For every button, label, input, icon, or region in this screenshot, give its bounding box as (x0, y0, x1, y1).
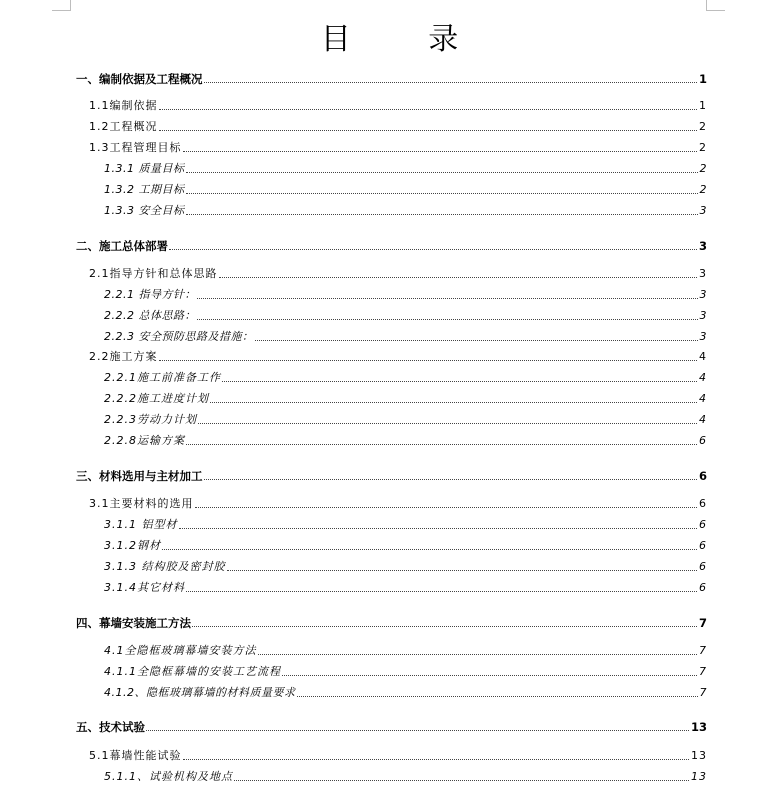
toc-entry-text: 1.1编制依据 (89, 99, 158, 112)
toc-entry-text: 1.3.1 质量目标 (104, 162, 185, 175)
toc-entry-page: 4 (699, 371, 707, 384)
toc-entry-page: 1 (699, 99, 707, 112)
toc-entry-page: 6 (699, 560, 707, 573)
toc-entry-text: 三、材料选用与主材加工 (76, 469, 203, 483)
toc-entry-page: 13 (690, 720, 707, 734)
toc-entry[interactable] (104, 160, 707, 176)
toc-entry-page: 7 (699, 644, 707, 657)
toc-leader-dots (179, 528, 698, 529)
toc-entry-text: 2.2施工方案 (89, 350, 158, 363)
toc-entry[interactable] (89, 139, 707, 155)
toc-entry-page: 6 (699, 581, 707, 594)
toc-entry-page: 2 (699, 141, 707, 154)
toc-leader-dots (162, 549, 697, 550)
toc-entry-page: 3 (699, 267, 707, 280)
toc-entry[interactable] (89, 265, 707, 281)
toc-leader-dots (146, 730, 689, 731)
toc-leader-dots (227, 570, 698, 571)
toc-leader-dots (198, 423, 697, 424)
toc-entry[interactable] (104, 286, 707, 302)
toc-leader-dots (159, 360, 698, 361)
toc-entry-page: 6 (699, 539, 707, 552)
toc-leader-dots (159, 130, 698, 131)
toc-leader-dots (297, 696, 698, 697)
toc-leader-dots (186, 444, 697, 445)
toc-entry[interactable] (104, 432, 707, 448)
toc-entry-page: 7 (698, 616, 707, 630)
toc-entry[interactable] (104, 369, 707, 385)
toc-leader-dots (204, 82, 697, 83)
toc-entry-page: 3 (699, 288, 707, 301)
toc-entry-page: 6 (699, 518, 707, 531)
toc-entry-page: 3 (699, 204, 707, 217)
toc-entry[interactable] (76, 614, 707, 630)
toc-entry-text: 3.1.3 结构胶及密封胶 (104, 560, 226, 573)
toc-entry[interactable] (104, 768, 707, 784)
toc-entry-text: 2.2.8运输方案 (104, 434, 185, 447)
toc-leader-dots (186, 214, 698, 215)
toc-entry[interactable] (76, 467, 707, 483)
toc-entry[interactable] (104, 202, 707, 218)
toc-leader-dots (258, 654, 698, 655)
toc-leader-dots (197, 319, 698, 320)
toc-entry-page: 3 (698, 239, 707, 253)
toc-entry[interactable] (89, 495, 707, 511)
toc-entry-text: 2.2.1 指导方针： (104, 288, 196, 301)
toc-leader-dots (219, 277, 698, 278)
page-corner-mark-left (52, 0, 71, 11)
page-corner-mark-right (706, 0, 725, 11)
toc-entry-page: 3 (699, 309, 707, 322)
toc-leader-dots (183, 759, 690, 760)
toc-entry[interactable] (89, 348, 707, 364)
toc-entry[interactable] (89, 747, 707, 763)
toc-entry-text: 2.2.1施工前准备工作 (104, 371, 221, 384)
toc-leader-dots (234, 780, 689, 781)
toc-entry-page: 13 (691, 770, 707, 783)
toc-entry-text: 五、技术试验 (76, 720, 145, 734)
toc-entry-page: 2 (699, 120, 707, 133)
toc-entry-text: 5.1幕墙性能试验 (89, 749, 182, 762)
toc-leader-dots (210, 402, 697, 403)
toc-entry[interactable] (104, 307, 707, 323)
toc-entry-text: 4.1.1全隐框幕墙的安装工艺流程 (104, 665, 281, 678)
toc-title: 目 录 (320, 22, 493, 57)
toc-leader-dots (282, 675, 697, 676)
toc-entry-text: 2.2.3 安全预防思路及措施： (104, 330, 254, 343)
toc-entry[interactable] (76, 718, 707, 734)
toc-leader-dots (222, 381, 697, 382)
toc-entry-text: 2.2.3劳动力计划 (104, 413, 197, 426)
toc-entry[interactable] (104, 579, 707, 595)
toc-leader-dots (192, 626, 697, 627)
toc-entry-page: 4 (699, 413, 707, 426)
toc-entry-text: 2.2.2施工进度计划 (104, 392, 209, 405)
toc-entry-page: 6 (699, 434, 707, 447)
toc-leader-dots (169, 249, 697, 250)
toc-entry[interactable] (104, 642, 707, 658)
toc-entry-page: 1 (698, 72, 707, 86)
toc-entry[interactable] (104, 663, 707, 679)
toc-entry-text: 1.2工程概况 (89, 120, 158, 133)
toc-entry-page: 13 (691, 749, 707, 762)
toc-entry[interactable] (104, 558, 707, 574)
toc-entry-page: 4 (699, 392, 707, 405)
toc-entry-page: 2 (699, 162, 707, 175)
toc-leader-dots (186, 193, 698, 194)
toc-entry-page: 2 (699, 183, 707, 196)
toc-entry[interactable] (76, 70, 707, 86)
toc-entry-text: 3.1主要材料的选用 (89, 497, 194, 510)
toc-entry[interactable] (89, 118, 707, 134)
toc-entry[interactable] (104, 537, 707, 553)
toc-entry-text: 3.1.1 铝型材 (104, 518, 178, 531)
toc-entry-text: 4.1全隐框玻璃幕墙安装方法 (104, 644, 257, 657)
toc-entry-text: 四、幕墙安装施工方法 (76, 616, 191, 630)
toc-entry[interactable] (104, 181, 707, 197)
toc-entry-text: 5.1.1、试验机构及地点 (104, 770, 233, 783)
toc-entry-text: 1.3工程管理目标 (89, 141, 182, 154)
toc-entry-page: 7 (699, 665, 707, 678)
toc-entry-text: 3.1.2钢材 (104, 539, 161, 552)
toc-entry-text: 3.1.4其它材料 (104, 581, 185, 594)
toc-leader-dots (255, 340, 698, 341)
toc-entry[interactable] (104, 516, 707, 532)
toc-entry[interactable] (104, 411, 707, 427)
toc-entry[interactable] (104, 328, 707, 344)
toc-entry-page: 3 (699, 330, 707, 343)
toc-entry[interactable] (76, 237, 707, 253)
toc-leader-dots (186, 172, 698, 173)
toc-entry[interactable] (104, 390, 707, 406)
toc-entry-page: 4 (699, 350, 707, 363)
toc-leader-dots (197, 298, 698, 299)
toc-entry-text: 2.1指导方针和总体思路 (89, 267, 218, 280)
toc-leader-dots (186, 591, 697, 592)
toc-leader-dots (183, 151, 698, 152)
toc-entry-text: 1.3.2 工期目标 (104, 183, 185, 196)
toc-entry[interactable] (89, 97, 707, 113)
toc-leader-dots (195, 507, 698, 508)
toc-entry-text: 1.3.3 安全目标 (104, 204, 185, 217)
toc-entry-page: 6 (698, 469, 707, 483)
toc-entry-text: 4.1.2、隐框玻璃幕墙的材料质量要求 (104, 686, 296, 699)
toc-entry-page: 7 (699, 686, 707, 699)
toc-entry-page: 6 (699, 497, 707, 510)
toc-entry-text: 一、编制依据及工程概况 (76, 72, 203, 86)
toc-entry-text: 二、施工总体部署 (76, 239, 168, 253)
toc-leader-dots (204, 479, 697, 480)
toc-entry[interactable] (104, 684, 707, 700)
toc-entry-text: 2.2.2 总体思路： (104, 309, 196, 322)
toc-leader-dots (159, 109, 698, 110)
